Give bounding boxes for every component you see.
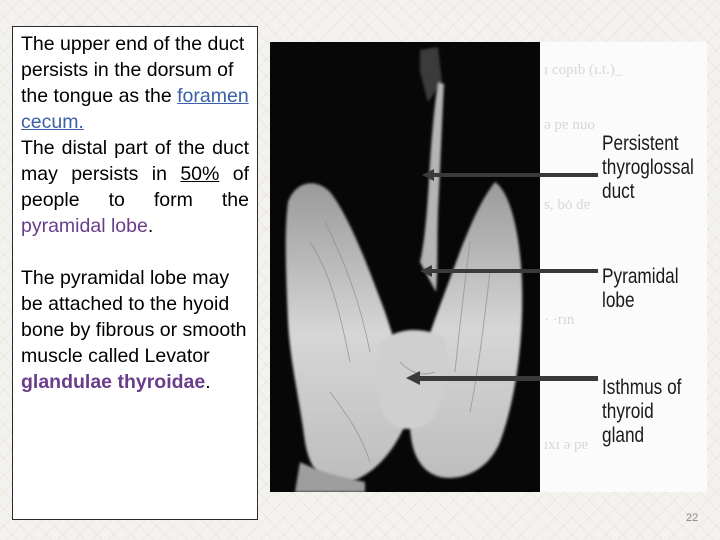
paragraph-text: . — [205, 371, 211, 393]
paragraph-pyramidal-lobe — [21, 135, 249, 239]
fifty-percent-text: 50% — [180, 163, 220, 185]
foramen-cecum-link[interactable]: foramen cecum. — [21, 85, 249, 133]
paragraph-text: The pyramidal lobe may be attached to the hyoid bone by fibrous or smooth muscle called Levator — [21, 267, 247, 367]
paragraph-foramen-cecum — [21, 31, 249, 135]
label-pyramidal-lobe — [602, 265, 679, 313]
label-persistent-duct — [602, 132, 694, 204]
text-box — [12, 26, 258, 520]
label-line: lobe — [602, 289, 635, 312]
background-scan-text: · ·rın — [544, 312, 575, 328]
background-scan-text: s, bȯ dɐ — [544, 197, 591, 213]
arrow-line-isthmus — [416, 376, 598, 381]
background-scan-text: ǝ pɐ nuo — [544, 117, 595, 133]
label-line: Persistent — [602, 132, 679, 155]
label-isthmus — [602, 376, 681, 448]
paragraph-text: . — [147, 215, 154, 237]
paragraph-gap — [21, 239, 249, 265]
arrow-head-duct — [422, 169, 434, 181]
pyramidal-lobe-highlight: pyramidal lobe — [21, 215, 148, 237]
arrow-head-pyramidal — [420, 265, 432, 277]
label-line: thyroglossal — [602, 156, 694, 179]
thyroid-figure — [270, 42, 707, 492]
arrow-head-isthmus — [406, 371, 420, 385]
label-line: gland — [602, 424, 645, 447]
paragraph-text: The distal part of the duct may persists in — [21, 137, 249, 185]
label-line: Pyramidal — [602, 265, 679, 288]
label-line: Isthmus of — [602, 376, 682, 399]
thyroidae-highlight: thyroidae — [117, 371, 206, 393]
label-line: thyroid — [602, 400, 654, 423]
page-number: 22 — [686, 512, 699, 524]
background-scan-text: ı copıb (ı.t.)_ — [544, 62, 623, 78]
arrow-line-duct — [430, 173, 598, 177]
label-line: duct — [602, 180, 635, 203]
paragraph-text: of people to form the — [21, 163, 249, 211]
background-scan-text: ıxı ǝ pɐ — [544, 437, 589, 453]
glandulae-highlight: glandulae — [21, 371, 113, 393]
arrow-line-pyramidal — [428, 269, 598, 273]
paragraph-text: The upper end of the duct persists in the dorsum of the tongue as the — [21, 33, 245, 107]
paragraph-levator — [21, 265, 249, 395]
